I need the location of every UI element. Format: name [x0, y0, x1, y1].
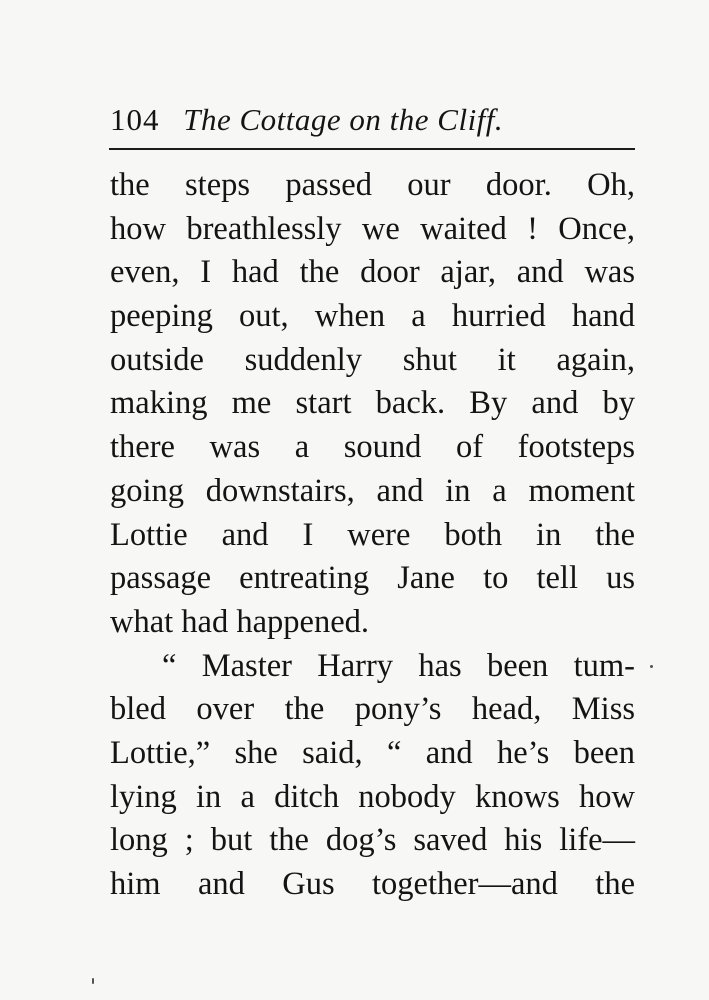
text-line: peeping out, when a hurried hand	[110, 298, 635, 335]
header-rule	[109, 148, 635, 150]
text-line: lying in a ditch nobody knows how	[110, 778, 635, 815]
body-text	[110, 164, 635, 907]
text-line: going downstairs, and in a moment	[110, 472, 635, 509]
text-line: how breathlessly we waited ! Once,	[110, 210, 635, 247]
text-line: Lottie and I were both in the	[110, 516, 635, 553]
paper-speck	[650, 665, 653, 668]
text-line: what had happened.	[110, 603, 370, 640]
text-line: bled over the pony’s head, Miss	[110, 691, 635, 728]
text-line: even, I had the door ajar, and was	[110, 254, 635, 291]
running-head	[110, 97, 640, 143]
running-title: The Cottage on the Cliff.	[183, 102, 504, 137]
text-line: passage entreating Jane to tell us	[110, 560, 635, 597]
page-number: 104	[110, 102, 160, 137]
text-line: “ Master Harry has been tum-	[162, 647, 635, 684]
text-line: the steps passed our door. Oh,	[110, 167, 635, 203]
text-line: him and Gus together—and the	[110, 866, 635, 902]
text-line: there was a sound of footsteps	[110, 429, 635, 466]
text-line: Lottie,” she said, “ and he’s been	[110, 734, 635, 771]
text-line: outside suddenly shut it again,	[110, 341, 635, 378]
text-line: making me start back. By and by	[110, 385, 635, 422]
paper-speck	[92, 978, 94, 984]
text-line: long ; but the dog’s saved his life—	[110, 822, 635, 859]
